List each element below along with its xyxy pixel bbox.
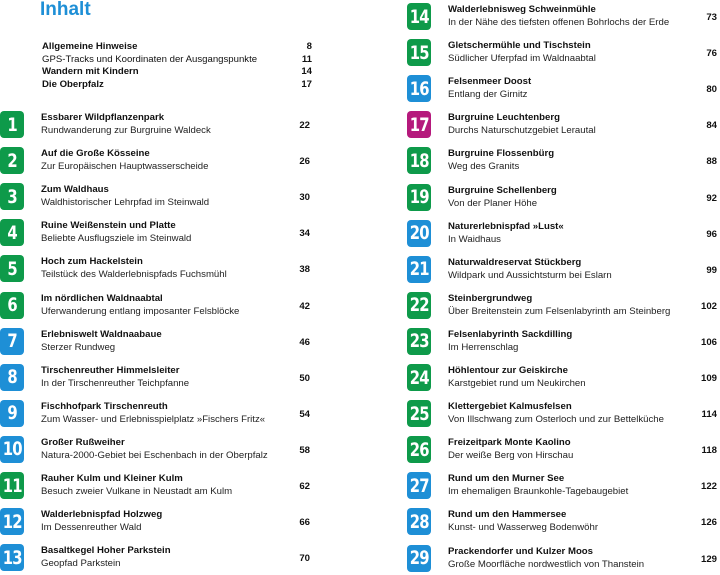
tour-subtitle: Über Breitenstein zum Felsenlabyrinth am Steinberg [448,305,671,317]
tour-subtitle: In der Nähe des tiefsten offenen Bohrlochs der Erde [448,17,670,28]
tour-entry[interactable] [407,400,717,430]
tour-number-badge [407,328,431,355]
tour-number: 24 [409,366,429,389]
tour-number-badge [407,436,431,463]
general-item-label: Wandern mit Kindern [42,66,139,77]
tour-number: 28 [409,510,429,533]
general-item-label: Die Oberpfalz [42,78,104,90]
tour-title: Im nördlichen Waldnaabtal [41,292,163,304]
tour-title: Essbarer Wildpflanzenpark [41,112,165,123]
tour-entry[interactable] [407,39,717,69]
tour-entry[interactable] [407,508,717,538]
tour-number: 17 [409,113,429,136]
tour-number: 2 [7,149,17,172]
tour-number-badge [0,508,24,535]
general-item[interactable] [42,54,312,67]
tour-page-number: 22 [299,120,310,131]
tour-number: 1 [7,113,17,136]
tour-subtitle: Von der Planer Höhe [448,197,538,209]
tour-title: Tirschenreuther Himmelsleiter [41,364,180,376]
tour-number-badge [0,400,24,427]
tour-number: 15 [409,41,429,64]
tour-page-number: 102 [700,300,717,312]
tour-subtitle: In der Tirschenreuther Teichpfanne [41,377,190,389]
tour-subtitle: Im ehemaligen Braunkohle-Tagebaugebiet [448,486,629,498]
general-item-page: 8 [306,41,312,52]
tour-page-number: 96 [706,228,717,240]
tour-entry[interactable] [0,508,310,538]
tour-title: Steinbergrundweg [448,292,533,304]
tour-title: Rund um den Hammersee [448,509,567,521]
tour-title: Hoch zum Hackelstein [41,256,143,268]
tour-title: Klettergebiet Kalmusfelsen [448,401,572,413]
tour-title: Rauher Kulm und Kleiner Kulm [41,473,183,484]
tour-number: 23 [409,330,429,353]
tour-subtitle: Waldhistorischer Lehrpfad im Steinwald [41,197,210,209]
tour-number-badge [0,436,24,463]
tour-number: 5 [7,257,17,280]
tour-number-badge [0,255,24,282]
tour-title: Großer Rußweiher [41,436,125,448]
tour-subtitle: Der weiße Berg von Hirschau [448,450,574,462]
tour-page-number: 62 [299,481,310,492]
general-item[interactable] [42,79,312,92]
tour-number-badge [407,3,431,30]
tour-number-badge [407,147,431,174]
tour-page-number: 109 [700,373,717,384]
general-section [42,41,312,91]
tour-number-badge [407,508,431,535]
tour-subtitle: Durchs Naturschutzgebiet Lerautal [448,125,596,137]
tour-subtitle: Rundwanderung zur Burgruine Waldeck [41,125,211,136]
tour-entry[interactable] [407,111,717,141]
tour-title: Höhlentour zur Geiskirche [448,365,568,376]
tour-entry[interactable] [0,147,310,177]
tour-entry[interactable] [407,436,717,466]
tour-number: 27 [409,474,429,497]
tour-entry[interactable] [407,545,717,575]
tour-subtitle: Geopfad Parkstein [41,558,121,570]
tour-number: 11 [2,474,22,497]
tour-entry[interactable] [407,256,717,286]
tour-number: 19 [409,186,429,208]
tour-number: 18 [409,149,429,172]
tour-title: Zum Waldhaus [41,184,109,196]
tour-subtitle: Von Illschwang zum Osterloch und zur Bettelküche [448,414,664,426]
tour-title: Erlebniswelt Waldnaabaue [41,328,162,340]
tour-entry[interactable] [407,75,717,105]
tour-page-number: 106 [700,336,717,348]
tour-subtitle: Weg des Granits [448,161,520,173]
tour-page-number: 54 [299,408,310,420]
general-item-label: GPS-Tracks und Koordinaten der Ausgangspunkte [42,53,258,65]
tour-entry[interactable] [407,3,717,33]
tour-page-number: 30 [299,192,310,204]
tour-number-badge [0,147,24,174]
tour-subtitle: Teilstück des Walderlebnispfads Fuchsmühl [41,269,227,281]
tour-entry[interactable] [407,292,717,322]
tour-number-badge [407,220,431,247]
tour-entry[interactable] [0,292,310,322]
tour-page-number: 38 [299,264,310,276]
tour-subtitle: Zum Wasser- und Erlebnisspielplatz »Fischers Fritz« [41,413,266,425]
tour-number-badge [0,328,24,355]
tour-number: 4 [7,221,17,244]
tour-number: 12 [2,510,22,533]
tour-entry[interactable] [0,183,310,213]
tour-number-badge [0,111,24,138]
tour-title: Burgruine Schellenberg [448,184,557,196]
tour-page-number: 122 [700,481,717,493]
tour-page-number: 126 [700,517,717,529]
tour-page-number: 42 [299,300,310,312]
tour-number: 22 [409,294,429,317]
tour-title: Rund um den Murner See [448,473,565,485]
tour-number: 6 [7,294,17,316]
tour-title: Gletschermühle und Tischstein [448,40,591,52]
tour-page-number: 88 [706,156,717,168]
tour-page-number: 46 [299,336,310,348]
tour-page-number: 58 [299,444,310,456]
tour-number: 26 [409,438,429,461]
tour-entry[interactable] [407,147,717,177]
tour-entry[interactable] [0,436,310,466]
tour-number-badge [0,219,24,246]
tour-subtitle: Entlang der Girnitz [448,89,528,101]
tour-title: Basaltkegel Hoher Parkstein [41,545,171,557]
tour-number-badge [407,292,431,319]
tour-entry[interactable] [407,328,717,358]
tour-title: Felsenmeer Doost [448,76,532,88]
general-item-page: 11 [301,53,312,65]
tour-subtitle: Beliebte Ausflugsziele im Steinwald [41,233,192,245]
tour-title: Walderlebnisweg Schweinmühle [448,4,596,15]
tour-number-badge [0,183,24,210]
tour-entry[interactable] [407,184,717,214]
tour-entry[interactable] [0,219,310,249]
page-title: Inhalt [40,0,91,20]
tour-title: Felsenlabyrinth Sackdilling [448,328,573,340]
tour-entry[interactable] [0,255,310,285]
tour-title: Walderlebnispfad Holzweg [41,509,163,521]
general-item-page: 14 [301,66,312,77]
tour-number: 29 [409,547,429,569]
tour-page-number: 50 [299,372,310,384]
tour-number-badge [407,39,431,66]
tour-number-badge [407,184,431,211]
tour-number-badge [0,292,24,319]
tour-page-number: 26 [299,156,310,168]
tour-page-number: 84 [706,120,717,132]
tour-page-number: 114 [701,409,717,421]
tour-title: Auf die Große Kösseine [41,148,150,160]
tour-title: Prackendorfer und Kulzer Moos [448,545,593,557]
tour-number-badge [407,111,431,138]
tour-number: 14 [409,5,429,28]
tour-number: 21 [409,258,429,281]
tour-entry[interactable] [407,220,717,250]
tour-number: 20 [409,222,429,245]
tour-page-number: 80 [706,84,717,96]
tour-number: 9 [7,402,17,425]
tour-number-badge [407,400,431,427]
tour-number: 25 [409,402,429,425]
tour-title: Ruine Weißenstein und Platte [41,220,176,232]
tour-title: Freizeitpark Monte Kaolino [448,437,571,449]
tour-number-badge [0,472,24,499]
tour-entry[interactable] [407,472,717,502]
tour-subtitle: Sterzer Rundweg [41,341,116,353]
tour-title: Burgruine Flossenbürg [448,148,555,160]
general-item[interactable] [42,41,312,54]
tour-entry[interactable] [407,364,717,394]
tour-number: 16 [409,77,429,100]
tour-number-badge [407,472,431,499]
tour-page-number: 99 [706,264,717,276]
tour-number: 10 [2,438,22,461]
tour-number-badge [407,545,431,572]
tour-page-number: 118 [701,445,717,457]
tour-subtitle: Zur Europäischen Hauptwasserscheide [41,161,209,173]
tour-page-number: 76 [706,48,717,60]
tour-title: Burgruine Leuchtenberg [448,112,560,124]
tour-number-badge [0,364,24,391]
tour-title: Naturerlebnispfad »Lust« [448,220,564,232]
tour-title: Naturwaldreservat Stückberg [448,256,582,268]
tour-subtitle: Große Moorfläche nordwestlich von Thanstein [448,558,645,570]
tour-entry[interactable] [0,111,310,141]
tour-page-number: 129 [700,553,717,565]
tour-number: 8 [7,366,17,389]
tour-page-number: 92 [706,192,717,204]
tour-number-badge [407,75,431,102]
tour-page-number: 34 [299,228,310,240]
tour-page-number: 70 [299,553,310,565]
tour-entry[interactable] [0,400,310,430]
tour-subtitle: Besuch zweier Vulkane in Neustadt am Kulm [41,486,233,497]
tour-number: 7 [7,330,17,353]
tour-title: Fischhofpark Tirschenreuth [41,400,168,412]
tour-entry[interactable] [0,328,310,358]
tour-number-badge [407,256,431,283]
general-item[interactable] [42,66,312,79]
tour-subtitle: Wildpark und Aussichtsturm bei Eslarn [448,269,612,281]
general-item-page: 17 [301,78,312,90]
tour-number: 3 [7,185,17,208]
tour-number-badge [0,544,24,571]
tour-subtitle: In Waidhaus [448,233,501,245]
tour-subtitle: Natura-2000-Gebiet bei Eschenbach in der Oberpfalz [41,449,268,461]
tour-subtitle: Südlicher Uferpfad im Waldnaabtal [448,53,596,65]
tour-subtitle: Im Dessenreuther Wald [41,522,142,534]
tour-entry[interactable] [0,364,310,394]
tour-subtitle: Kunst- und Wasserweg Bodenwöhr [448,522,599,534]
tour-page-number: 73 [706,12,717,23]
tour-subtitle: Uferwanderung entlang imposanter Felsblöcke [41,305,240,317]
tour-subtitle: Im Herrenschlag [448,341,519,353]
tour-entry[interactable] [0,472,310,502]
tour-subtitle: Karstgebiet rund um Neukirchen [448,378,586,389]
general-item-label: Allgemeine Hinweise [42,41,138,52]
tour-number: 13 [2,546,22,569]
tour-number-badge [407,364,431,391]
tour-page-number: 66 [299,517,310,529]
